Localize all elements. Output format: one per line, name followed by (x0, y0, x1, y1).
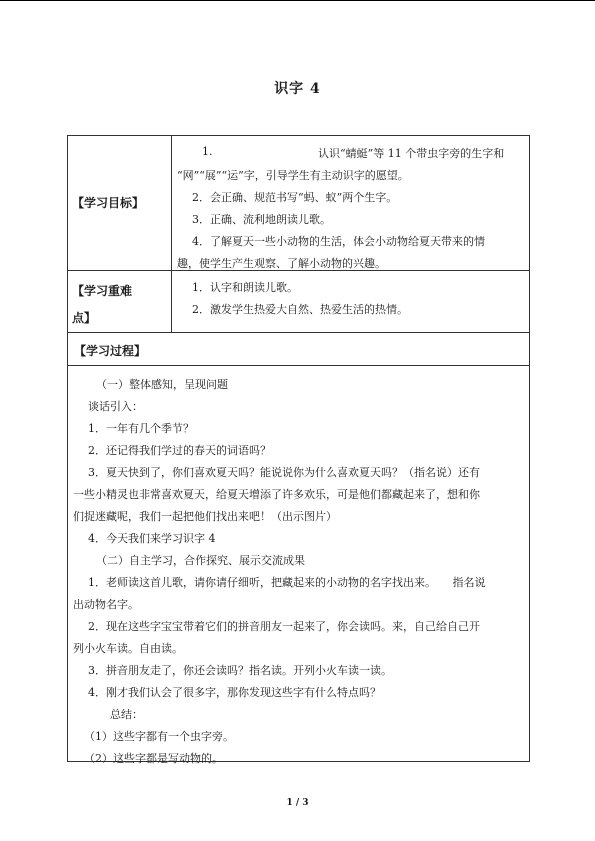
process-line-8: 4．今天我们来学习识字 4 (88, 532, 216, 545)
page-title: 识字 4 (274, 81, 321, 97)
key-points-row (68, 271, 529, 333)
goals-line-4: 3．正确、流利地朗读儿歌。 (192, 213, 331, 226)
key-points-label-1: 【学习重难 (72, 284, 133, 298)
top-rule (0, 0, 595, 1)
key-points-label-cell (68, 271, 172, 332)
goals-line-1-num: 1. (202, 145, 213, 158)
goals-line-3: 2．会正确、规范书写“蚂、蚁”两个生字。 (192, 191, 398, 204)
lesson-table (67, 135, 530, 765)
process-line-17: （1）这些字都有一个虫字旁。 (84, 730, 234, 743)
process-line-12: 2．现在这些字宝宝带着它们的拼音朋友一起来了，你会读吗。来，自己给自己开 (88, 620, 480, 633)
goals-line-1-text: 认识“蜻蜓”等 11 个带虫字旁的生字和 (318, 147, 505, 160)
process-line-2: 谈话引入： (88, 400, 143, 413)
process-line-15: 4．刚才我们认会了很多字，那你发现这些字有什么特点吗？ (88, 686, 381, 699)
process-line-9: （二）自主学习，合作探究、展示交流成果 (96, 554, 305, 567)
process-line-4: 2．还记得我们学过的春天的词语吗？ (88, 444, 271, 457)
process-line-7: 们捉迷藏呢，我们一起把他们找出来吧！（出示图片） (73, 510, 337, 523)
goals-content (172, 136, 529, 270)
key-points-label-2: 点】 (72, 311, 97, 325)
goals-line-2: “网”“展”“运”字，引导学生有主动识字的愿望。 (177, 169, 409, 182)
key-points-content (172, 271, 529, 332)
key-points-line-2: 2．激发学生热爱大自然、热爱生活的热情。 (192, 303, 408, 316)
process-label: 【学习过程】 (74, 344, 147, 358)
process-line-18: （2）这些字都是写动物的。 (84, 752, 223, 765)
process-content (68, 366, 529, 765)
goals-label-cell (68, 136, 172, 270)
goals-label: 【学习目标】 (72, 196, 145, 210)
process-line-16: 总结： (110, 708, 143, 721)
process-line-6: 一些小精灵也非常喜欢夏天，给夏天增添了许多欢乐，可是他们都藏起来了，想和你 (73, 488, 480, 501)
goals-row (68, 136, 529, 271)
process-header-row (68, 333, 529, 366)
page-number: 1 / 3 (286, 798, 309, 808)
process-line-5: 3．夏天快到了，你们喜欢夏天吗？能说说你为什么喜欢夏天吗？（指名说）还有 (88, 466, 480, 479)
key-points-line-1: 1．认字和朗读儿歌。 (192, 281, 298, 294)
process-line-3: 1．一年有几个季节？ (88, 422, 194, 435)
process-line-10: 1．老师读这首儿歌，请你请仔细听，把藏起来的小动物的名字找出来。 指名说 (88, 576, 486, 589)
process-line-1: （一）整体感知，呈现问题 (96, 378, 228, 391)
process-line-11: 出动物名字。 (73, 598, 139, 611)
process-line-14: 3．拼音朋友走了，你还会读吗？指名读。开列小火车读一读。 (88, 664, 392, 677)
goals-line-6: 趣，使学生产生观察、了解小动物的兴趣。 (177, 257, 386, 270)
process-line-13: 列小火车读。自由读。 (73, 642, 183, 655)
goals-line-5: 4．了解夏天一些小动物的生活，体会小动物给夏天带来的情 (192, 235, 485, 248)
